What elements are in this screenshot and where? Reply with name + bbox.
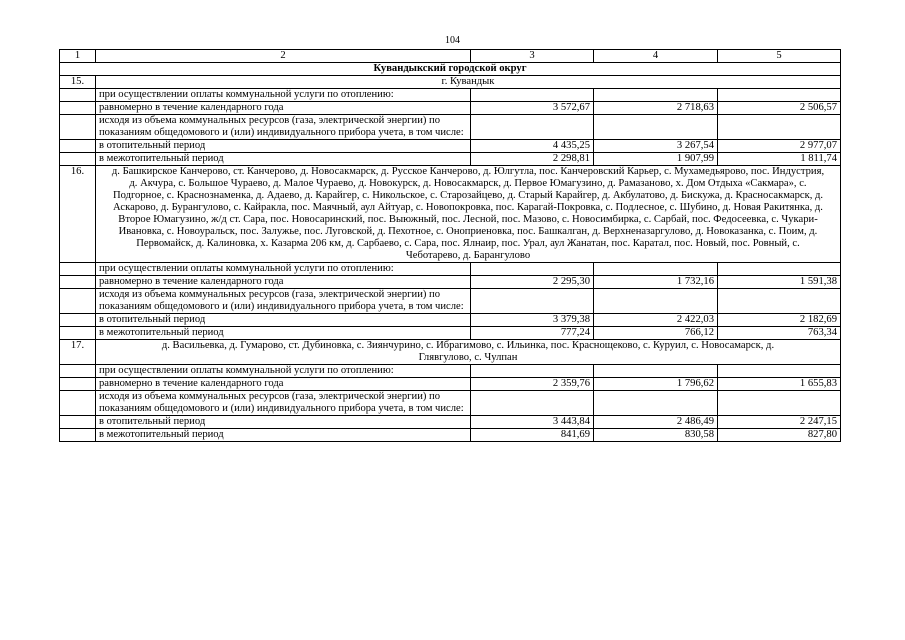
section-row xyxy=(60,340,841,365)
value-cell: 1 907,99 xyxy=(594,153,718,166)
interheating-period-label: в межотопительный период xyxy=(96,429,471,442)
based-on-label: исходя из объема коммунальных ресурсов (газа, электрической энергии) по показаниям общедомового и (или) индивидуального прибора учета, в том числе: xyxy=(96,115,471,140)
table-row xyxy=(60,391,841,416)
value-cell: 4 435,25 xyxy=(471,140,594,153)
heating-payment-label: при осуществлении оплаты коммунальной услуги по отоплению: xyxy=(96,89,471,102)
evenly-label: равномерно в течение календарного года xyxy=(96,378,471,391)
value-cell: 766,12 xyxy=(594,327,718,340)
value-cell: 830,58 xyxy=(594,429,718,442)
value-cell: 2 422,03 xyxy=(594,314,718,327)
heating-period-label: в отопительный период xyxy=(96,314,471,327)
table-row xyxy=(60,314,841,327)
interheating-period-label: в межотопительный период xyxy=(96,327,471,340)
value-cell: 1 732,16 xyxy=(594,276,718,289)
value-cell: 3 379,38 xyxy=(471,314,594,327)
table-row xyxy=(60,89,841,102)
evenly-label: равномерно в течение календарного года xyxy=(96,276,471,289)
value-cell: 2 486,49 xyxy=(594,416,718,429)
section-number: 16. xyxy=(60,166,96,263)
section-row xyxy=(60,76,841,89)
section-location: д. Васильевка, д. Гумарово, ст. Дубиновка, с. Зиянчурино, с. Ибрагимово, с. Ильинка, пос. Краснощеково, с. Куруил, с. Новосамарск, д. Глявгулово, с. Чулпан xyxy=(96,340,841,365)
value-cell: 777,24 xyxy=(471,327,594,340)
value-cell: 2 359,76 xyxy=(471,378,594,391)
value-cell: 1 811,74 xyxy=(718,153,841,166)
header-col-1: 1 xyxy=(60,50,96,63)
district-title: Кувандыкский городской округ xyxy=(60,63,841,76)
table-row xyxy=(60,365,841,378)
table-row xyxy=(60,115,841,140)
page-number: 104 xyxy=(445,35,460,46)
table-row xyxy=(60,153,841,166)
section-number: 17. xyxy=(60,340,96,365)
value-cell: 3 572,67 xyxy=(471,102,594,115)
district-row xyxy=(60,63,841,76)
section-row xyxy=(60,166,841,263)
table-row xyxy=(60,140,841,153)
value-cell: 2 718,63 xyxy=(594,102,718,115)
heating-payment-label: при осуществлении оплаты коммунальной услуги по отоплению: xyxy=(96,263,471,276)
value-cell: 1 796,62 xyxy=(594,378,718,391)
evenly-label: равномерно в течение календарного года xyxy=(96,102,471,115)
header-col-5: 5 xyxy=(718,50,841,63)
heating-period-label: в отопительный период xyxy=(96,140,471,153)
table-row xyxy=(60,276,841,289)
table-row xyxy=(60,289,841,314)
section-location: г. Кувандык xyxy=(96,76,841,89)
value-cell: 3 443,84 xyxy=(471,416,594,429)
value-cell: 2 295,30 xyxy=(471,276,594,289)
header-col-2: 2 xyxy=(96,50,471,63)
value-cell: 2 247,15 xyxy=(718,416,841,429)
value-cell: 841,69 xyxy=(471,429,594,442)
table-row xyxy=(60,327,841,340)
header-col-4: 4 xyxy=(594,50,718,63)
header-row xyxy=(60,50,841,63)
table-row xyxy=(60,416,841,429)
tariff-table xyxy=(59,49,841,442)
value-cell: 1 655,83 xyxy=(718,378,841,391)
table-row xyxy=(60,263,841,276)
interheating-period-label: в межотопительный период xyxy=(96,153,471,166)
based-on-label: исходя из объема коммунальных ресурсов (газа, электрической энергии) по показаниям общедомового и (или) индивидуального прибора учета, в том числе: xyxy=(96,391,471,416)
value-cell: 2 977,07 xyxy=(718,140,841,153)
value-cell: 827,80 xyxy=(718,429,841,442)
table-row xyxy=(60,429,841,442)
value-cell: 2 182,69 xyxy=(718,314,841,327)
heating-payment-label: при осуществлении оплаты коммунальной услуги по отоплению: xyxy=(96,365,471,378)
based-on-label: исходя из объема коммунальных ресурсов (газа, электрической энергии) по показаниям общедомового и (или) индивидуального прибора учета, в том числе: xyxy=(96,289,471,314)
value-cell: 2 506,57 xyxy=(718,102,841,115)
table-row xyxy=(60,378,841,391)
header-col-3: 3 xyxy=(471,50,594,63)
value-cell: 763,34 xyxy=(718,327,841,340)
value-cell: 3 267,54 xyxy=(594,140,718,153)
section-location: д. Башкирское Канчерово, ст. Канчерово, д. Новосакмарск, д. Русское Канчерово, д. Юлгутла, пос. Канчеровский Карьер, с. Мухамедьярово, пос. Индустрия, д. Акчура, с. Большое Чураево, д. Малое Чураево, д. Новокурск, д. Новосакмарск, д. Первое Юмагузино, д. Рамазаново, х. Дом Отдыха «Сакмара», с. Подгорное, с. Краснознаменка, д. Адаево, д. Карайгер, с. Никольское, с. Старозайцево, д. Старый Карайгер, д. Акбулатово, д. Бискужа, д. Красносакмарск, д. Аскарово, д. Бурангулово, с. Кайракла, пос. Маячный, аул Айтуар, с. Новопокровка, пос. Карагай-Покровка, с. Подлесное, с. Шубино, д. Новая Ракитянка, д. Второе Юмагузино, ж/д ст. Сара, пос. Новосаринский, пос. Выюжный, пос. Лесной, пос. Мазово, с. Новосимбирка, с. Сарбай, пос. Федосеевка, с. Чукари-Ивановка, с. Новоуральск, пос. Залужье, пос. Луговской, д. Пехотное, с. Оноприеновка, пос. Башкалган, д. Верхненазаргулово, д. Новоказанка, с. Поим, д. Первомайск, д. Калиновка, х. Казарма 206 км, д. Сарбаево, с. Сара, пос. Ялнаир, пос. Урал, аул Жанатан, пос. Каратал, пос. Новый, пос. Ровный, с. Чеботарево, д. Барангулово xyxy=(96,166,841,263)
table-row xyxy=(60,102,841,115)
value-cell: 2 298,81 xyxy=(471,153,594,166)
heating-period-label: в отопительный период xyxy=(96,416,471,429)
value-cell: 1 591,38 xyxy=(718,276,841,289)
section-number: 15. xyxy=(60,76,96,89)
